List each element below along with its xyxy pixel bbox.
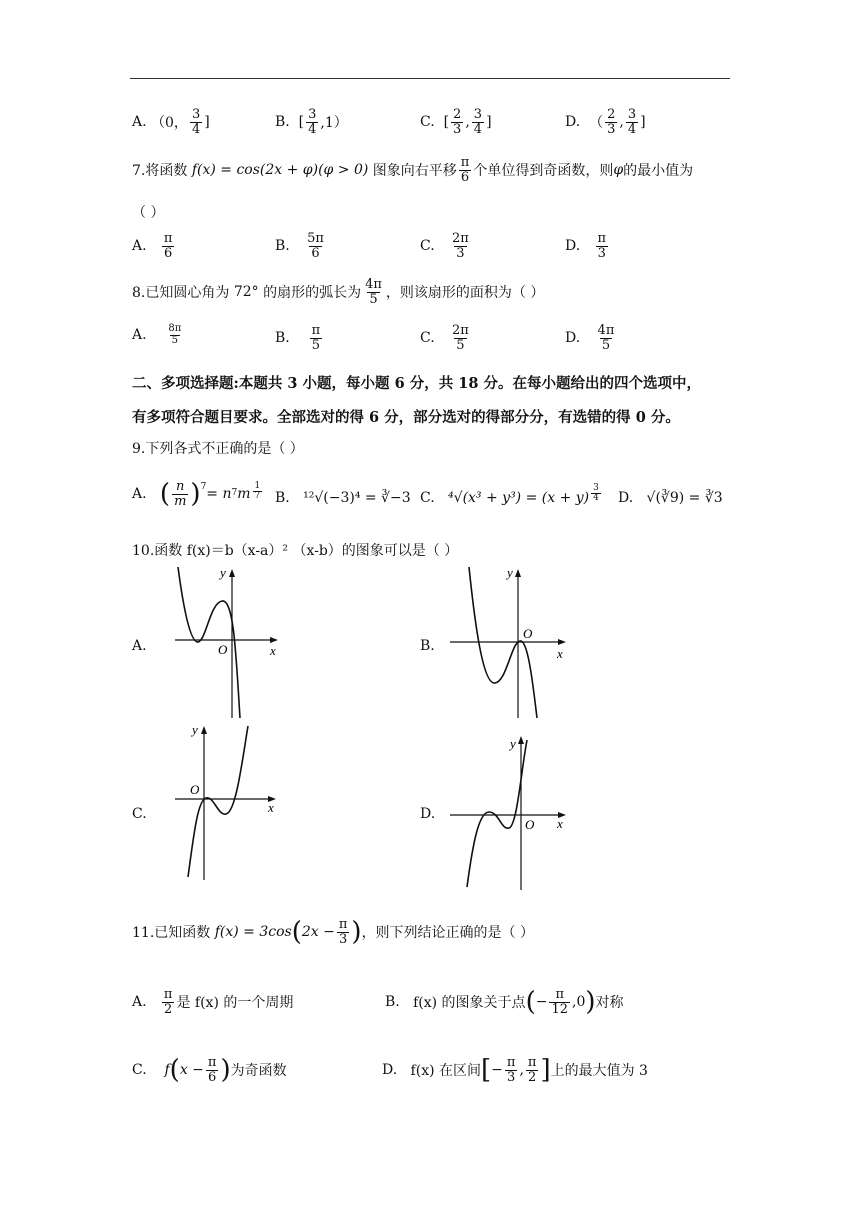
header-rule [130,78,730,79]
q7-option-b: B. $\frac{5\pi}{6}$ [275,231,324,261]
q8-option-a: A. $\frac{8\pi}{5}$ [132,323,182,346]
q10-graph-d [445,732,570,892]
q8-option-c: C. $\frac{2\pi}{5}$ [420,323,469,353]
q10-c-origin-label: O [190,782,200,797]
q6-option-a: A. （0， $\frac{3}{4}$ ] [132,107,210,137]
q10-a-origin-label: O [218,642,228,657]
q10-graph-c [170,722,285,882]
q7-option-c: C. $\frac{2\pi}{3}$ [420,231,469,261]
q10-graph-b [445,565,570,720]
q7-stem: 7.将函数 f (x) = cos(2x + φ)(φ > 0) 图象向右平移 $\frac{\pi}{6}$ 个单位得到奇函数，则 φ 的最小值为 [132,155,694,185]
q9-option-c: C. ⁴√(x³ + y³) = (x + y) $\frac{3}{4}$ [420,483,599,506]
q8-stem: 8.已知圆心角为 72° 的扇形的弧长为 $\frac{4\pi}{5}$ ，则该扇形的面积为（ ） [132,277,545,307]
q10-label-c: C. [132,806,147,822]
section2-heading-line2: 有多项符合题目要求。全部选对的得 6 分，部分选对的得部分分，有选错的得 0 分。 [132,409,680,426]
q10-c-y-label: y [192,722,198,737]
q10-b-y-label: y [507,565,513,580]
q10-label-a: A. [132,638,147,654]
q8-option-d: D. $\frac{4\pi}{5}$ [565,323,615,353]
q9-option-a: A. ( $\frac{n}{m}$ ) $^7$ = n 7 m $\frac{1}{7}$ [132,479,261,510]
section2-heading-line1: 二、多项选择题:本题共 3 小题，每小题 6 分，共 18 分。在每小题给出的四个选项中， [132,375,701,392]
q7-paren: （ ） [132,205,165,221]
q10-label-b: B. [420,638,435,654]
q6-option-b: B. [ $\frac{3}{4}$ ,1） [275,107,348,137]
q10-a-y-label: y [220,565,226,580]
q11-option-c: C. f ( x − $\frac{\pi}{6}$ ) 为奇函数 [132,1055,287,1086]
q10-d-x-label: x [557,816,563,831]
q10-d-origin-label: O [525,817,535,832]
q7-option-d: D. $\frac{\pi}{3}$ [565,231,607,261]
q10-stem: 10.函数 f(x)＝b（x-a）² （x-b）的图象可以是（ ） [132,543,459,559]
q10-b-origin-label: O [523,626,533,641]
q10-label-d: D. [420,806,436,822]
q10-c-x-label: x [268,800,274,815]
q10-graph-a [170,565,285,720]
q9-option-b: B. ¹²√(−3)⁴ = ∛−3 [275,490,411,506]
q10-a-x-label: x [270,643,276,658]
q6-option-c: C. [ $\frac{2}{3}$ , $\frac{3}{4}$ ] [420,107,492,137]
q11-option-b: B. f(x) 的图象关于点 ( − $\frac{\pi}{12}$ ,0 ) 对称 [385,987,624,1018]
q11-stem: 11.已知函数 f(x) = 3cos ( 2x − $\frac{\pi}{3}$ ) ，则下列结论正确的是（ ） [132,917,535,948]
q7-option-a: A. $\frac{\pi}{6}$ [132,231,173,261]
q9-option-d: D. √(∛9) = ∛3 [618,490,723,506]
q11-option-d: D. f(x) 在区间 [ − $\frac{\pi}{3}$ , $\frac{\pi}{2}$ ] 上的最大值为 3 [382,1055,648,1086]
q11-option-a: A. $\frac{\pi}{2}$ 是 f(x) 的一个周期 [132,987,294,1017]
q8-option-b: B. $\frac{\pi}{5}$ [275,323,321,353]
q10-d-y-label: y [510,736,516,751]
q10-b-x-label: x [557,646,563,661]
q9-stem: 9.下列各式不正确的是（ ） [132,441,304,457]
q6-option-d: D. （ $\frac{2}{3}$ , $\frac{3}{4}$ ] [565,107,646,137]
